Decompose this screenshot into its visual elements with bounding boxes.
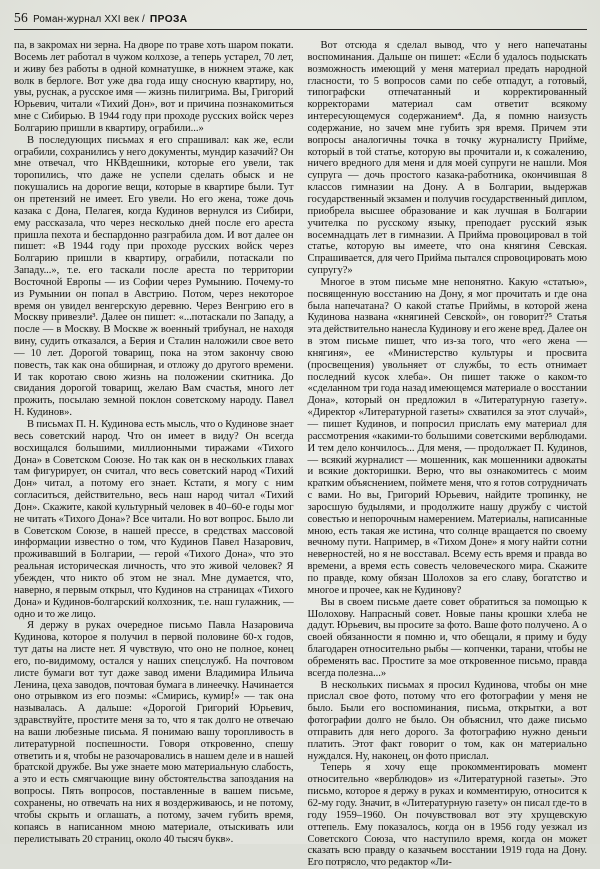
text-columns xyxy=(14,40,587,869)
paragraph: Теперь я хочу еще прокомментировать момент относительно «верблюдов» из «Литературной газеты». Это письмо, которое я держу в руках и комментирую, относится к 62-му году. Значит, в «Литературную газету» он писал где-то в году 1959–1960. Он почувствовал вот эту хрущевскую оттепель. Ему показалось, когда он в 1956 году уезжал из Советского Союза, что наступило время, когда он может сказать всю правду о казачьем восстании 1919 года на Дону. Его потрясло, что редактор «Ли- xyxy=(307,762,587,869)
section-label: ПРОЗА xyxy=(149,14,188,25)
paragraph: па, в закромах ни зерна. На дворе по траве хоть шаром покати. Восемь лет работал в чужом колхозе, а теперь устарел, 70 лет, и живу без работы в одной комнатушке, в нижнем этаже, как волк в берлоге. Вот уже два года ищу сносную квартиру, но, увы, руснак, а русское имя — жизнь пилигрима. Вы, Григорий Юрьевич, читали «Тихий Дон», вот и причина познакомиться мне с Сибирью. В 1944 году при проходе русских войск через Болгарию пришли в квартиру, ограбили...» xyxy=(14,40,294,134)
paragraph: В письмах П. Н. Кудинова есть мысль, что о Кудинове знает весь советский народ. Что он имеет в виду? Он всегда восхищался большими, миллионными тиражами «Тихого Дона» в Советском Союзе. Но так как он в нескольких главах там фигурирует, он считал, что весь советский народ «Тихий Дон» читал, а потому его знает. Кстати, я могу с ним согласиться, действительно, весь наш народ читал «Тихий Дон». Скажите, какой культурный человек в 40–60-е годы мог не читать «Тихого Дона»? Все читали. Но вот вопрос. Было ли в Советском Союзе, в нашей прессе, в средствах массовой информации известно о том, что Кудинов Павел Назарович, проживавший в Болгарии, — герой «Тихого Дона», что это реальная историческая личность, что это живой человек? Я убежден, что никто об этом не знал. Мне думается, что, наверно, я первым открыл, что Кудинов на страницах «Тихого Дона» и Кудинов-болгарский колхозник, т.е. наш гулажник, — одно и то же лицо. xyxy=(14,419,294,620)
paragraph: В последующих письмах я его спрашивал: как же, если ограбили, сохранились у него документы, мундир казачий? Он мне отвечал, что НКВдешники, которые его увели, так торопились, что даже не успели сделать обыск и не покушались на дорогие вещи, которые в квартире были. Тут он претензий не имеет. Его увели. Но его жена, тоже дочь казака с Дона, Пелагея, когда Кудинов вернулся из Сибири, ему рассказала, что через несколько дней после его ареста пришла пехота и беспардонно разграбила дом. И вот далее он пишет: «В 1944 году при проходе русских войск через Болгарию пришли в квартиру, ограбили, потаскали по Западу...», т.е. его таскали после ареста по территории Восточной Европы — из Софии через Румынию. Почему-то из Румынии он попал в Австрию. Потом, через некоторое время он увидел венгерскую деревню. Через Венгрию его в Москву привезли³. Далее он пишет: «...потаскали по Западу, а после — в Москву. В Москве ж военный трибунал, не находя вину, судить отказался, а Берия и Сталин наложили свое вето — 10 лет. Дорогой товарищ, пока на этом закончу свою повесть, так как она обширная, и отложу до другого времени. И так коротаю свою жизнь на положении скитника. До свидания дорогой товарищ, желаю Вам счастья, много лет прожить, посылаю земной поклон советскому народу. Павел Н. Кудинов». xyxy=(14,134,294,419)
left-column xyxy=(14,40,294,869)
paragraph: Вот отсюда я сделал вывод, что у него напечатаны воспоминания. Дальше он пишет: «Если б удалось подыскать возможность имеющий у меня материал предать народной гласности, то 5 вопросов сами по себе отпадут, а готовый, типографски отпечатанный и корректированный корректорами материал сам ответит всякому интересующемуся содержанием⁴. Да, я помню наизусть содержание, но зачем мне губить зря время. Причем эти вопросы аналогичны точка в точку журналисту Прийме, который в той статье, которую вы прочитали и, к сожалению, ничего вредного для меня и для моей супруги не нашли. Моя супруга — дочь простого казака-работника, окончившая 8 классов гимназии на Дону. А в Болгарии, выдержав государственный экзамен и получив государственный диплом, приобрела высшее образование и как лучшая в Болгарии учителка по русскому языку, преподает русский язык восемнадцать лет в гимназии. А Прийма провоцировал в той статье, которую вы имеете, что она княгиня Севская. Спрашивается, для чего Прийма пытался спровоцировать мою супругу?» xyxy=(307,40,587,277)
right-column xyxy=(308,40,588,869)
journal-title: Роман-журнал XXI век / xyxy=(33,14,145,25)
paragraph: Я держу в руках очередное письмо Павла Назаровича Кудинова, которое я получил в первой половине 60-х годов, тут даты на листе нет. Я чувствую, что оно не полное, конец его, по-видимому, остался у наших спецслужб. На почтовом листе бумаги вот тут даже завод имени Владимира Ильича Ленина, цеха заводов, почтовая бумага в линеечку. Начинается оно отрывком из его поэмы: «Смирись, кумир!» — так она называлась. А дальше: «Дорогой Григорий Юрьевич, здравствуйте, простите меня за то, что я так долго не отвечаю на ваши любезные письма. Я понимаю вашу торопливость в литературной поспешности. Говоря откровенно, спешу ответить и я, чтобы не разочаровались в нашем деле и в нашей братской дружбе. Вы уже знаете мою материальную слабость, а это и есть смягчающие вину обстоятельства запоздания на вопросы. Пять вопросов, поставленные в вашем письме, сохранены, но отвечать на них я воздерживаюсь, и не потому, чтобы скрыть и оглашать, а потому, зачем губить время, копаясь в написанном мною материале, отыскивать или перелистывать 20 страниц, около 40 тысяч букв». xyxy=(14,620,294,845)
page-header xyxy=(14,10,587,30)
paragraph: Многое в этом письме мне непонятно. Какую «статью», посвященную восстанию на Дону, я мог прочитать и где она была напечатана? О какой статье Приймы, в которой жена Кудинова названа «княгиней Севской», он говорит?⁵ Статья эта действительно нанесла Кудинову и его жене вред. Далее он в этом письме пишет, что из-за того, что «его жена — княгиня», ее «Министерство культуры и просвита (просвещения) увольняет от службы, то есть отнимает последний кусок хлеба». Он пишет также о каком-то «сделанном три года назад имеющемся материале о восстании Дона», который он предложил в «Литературную газету». «Директор «Литературной газеты» схватился за этот случай», — пишет Кудинов, и попросил прислать ему материал для рассмотрения «какими-то большими советскими верблюдами. И тем дело кончилось... Для меня, — продолжает П. Кудинов, — всякий журналист — мошенник, как мошенники адвокаты и всякие докторишки. Верю, что вы ознакомитесь с моим кратким объяснением, поймете меня, что я готов сотрудничать с вами. Но вы, Григорий Юрьевич, найдите тропинку, не заросшую будылями, и продолжите нашу дружбу с чистой совестью и непорочным намерением. Материалы, написанные мною, есть такая же истина, что солнце вращается по своему вечному пути. Например, в «Тихом Доне» я могу найти сотни неверностей, но я не восставал. Всему есть время и правда во времени, а время есть совесть человеческого мира. Скажите по правде, кому обязан Шолохов за его славу, богатство и многое и прочее, как не Кудинову? xyxy=(307,276,587,596)
page-number: 56 xyxy=(14,10,29,25)
paragraph: Вы в своем письме даете совет обратиться за помощью к Шолохову. Напрасный совет. Новые паны крошки хлеба не дадут. Юрьевич, вы просите за фото. Ваше фото получено. А о своей обязанности я помню и, что обещали, я приму и буду благодарен относительно рыбы — копченки, тарани, чтобы не обременять вас. Простите за мое откровенное письмо, правда всегда полезна...» xyxy=(307,596,587,679)
paragraph: В нескольких письмах я просил Кудинова, чтобы он мне прислал свое фото, потому что его фотографии у меня не было. Были его воспоминания, письма, открытки, а вот фотографии долго не было. Он объяснил, что даже письмо отправить для него дорого. За фотографию нужно деньги платить. Этот факт говорит о том, как он материально нуждался. Ну, наконец, он фото прислал. xyxy=(307,679,587,762)
